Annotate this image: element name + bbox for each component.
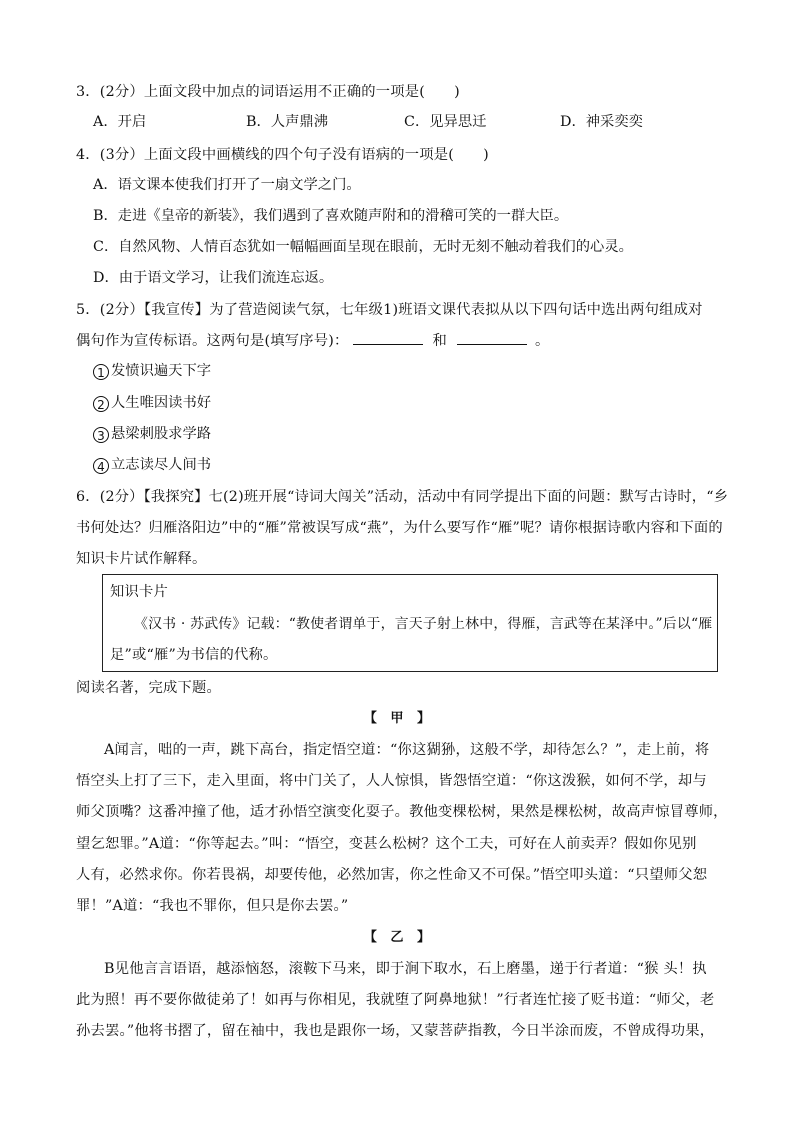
q5-item-4-text: 立志读尽人间书	[111, 457, 212, 473]
q4-stem: 4．(3分）上面文段中画横线的四个句子没有语病的一项是( )	[76, 147, 489, 163]
passage-jia-line: 望乞恕罪。”A道：“你等起去。”叫：“悟空，变甚么松树？这个工夫，可好在人前卖弄？假如你见别	[76, 836, 697, 852]
passage-jia-line: 人有，必然求你。你若畏祸，却要传他，必然加害，你之性命又不可保。”悟空叩头道：“只望师父恕	[76, 867, 708, 883]
q5-item-2-text: 人生唯因读书好	[111, 395, 212, 411]
circled-number-2: 2	[93, 396, 109, 412]
passage-yi-title: 【 乙 】	[363, 930, 431, 945]
q4-option-b[interactable]: B．走进《皇帝的新装》，我们遇到了喜欢随声附和的滑稽可笑的一群大臣。	[93, 208, 569, 224]
q5-item-3	[93, 424, 211, 444]
q3-option-b[interactable]: B．人声鼎沸	[246, 114, 328, 130]
passage-jia-line: A闻言，咄的一声，跳下高台，指定悟空道：“你这猢狲，这般不学，却待怎么？”，走上前，将	[104, 742, 710, 758]
passage-yi-line: 孙去罢。”他将书摺了，留在袖中，我也是跟你一场，又蒙菩萨指教，今日半涂而废，不曾成得功果，	[76, 1023, 715, 1039]
q5-item-4	[93, 455, 211, 475]
q3-stem: 3．(2分）上面文段中加点的词语运用不正确的一项是( )	[76, 84, 460, 100]
q5-item-3-text: 悬梁刺股求学路	[111, 426, 212, 442]
q5-end: 。	[535, 333, 550, 349]
passage-jia-line: 罪！”A道：“我也不罪你，但只是你去罢。”	[76, 898, 349, 914]
q6-stem-line3: 知识卡片试作解释。	[76, 551, 207, 567]
q6-stem-line1: 6．(2分）【我探究】七(2)班开展“诗词大闯关”活动，活动中有同学提出下面的问题：默写古诗时，“乡	[76, 489, 729, 505]
q3-option-c[interactable]: C．见异思迁	[404, 114, 487, 130]
q4-option-c[interactable]: C．自然风物、人情百态犹如一幅幅画面呈现在眼前，无时无刻不触动着我们的心灵。	[93, 239, 633, 255]
passage-jia-title: 【 甲 】	[363, 711, 431, 726]
passage-yi-line: 此为照！再不要你做徒弟了！如再与你相见，我就堕了阿鼻地狱！”行者连忙接了贬书道：“师父，老	[76, 992, 715, 1008]
q5-answer-blank-2[interactable]	[457, 330, 527, 345]
passage-jia-line: 师父顶嘴？这番冲撞了他，适才孙悟空演变化耍子。教他变棵松树，果然是棵松树，故高声惊冒尊师，	[76, 804, 728, 820]
knowledge-card-line1: 《汉书 · 苏武传》记载：“教使者谓单于，言天子射上林中，得雁，言武等在某泽中。”后以“雁	[134, 616, 713, 632]
q5-stem-text: 偶句作为宣传标语。这两句是(填写序号)：	[76, 333, 349, 349]
q3-option-a[interactable]: A．开启	[93, 114, 147, 130]
q6-stem-line2: 书何处达？归雁洛阳边”中的“雁”常被误写成“燕”，为什么要写作“雁”呢？请你根据诗歌内容和下面的	[76, 520, 723, 536]
circled-number-4: 4	[93, 458, 109, 474]
circled-number-3: 3	[93, 427, 109, 443]
q5-stem-line2	[76, 330, 550, 351]
passage-jia-line: 悟空头上打了三下，走入里面，将中门关了，人人惊惧，皆怨悟空道：“你这泼猴，如何不学，却与	[76, 773, 707, 789]
q5-item-1-text: 发愤识遍天下字	[111, 363, 212, 379]
q5-and: 和	[432, 333, 447, 349]
knowledge-card-line2: 足”或“雁”为书信的代称。	[110, 647, 278, 663]
q4-option-a[interactable]: A．语文课本使我们打开了一扇文学之门。	[93, 177, 361, 193]
q4-option-d[interactable]: D．由于语文学习，让我们流连忘返。	[93, 270, 334, 286]
q3-option-d[interactable]: D．神采奕奕	[560, 114, 643, 130]
reading-intro: 阅读名著，完成下题。	[76, 680, 221, 696]
q5-item-2	[93, 393, 211, 413]
circled-number-1: 1	[93, 364, 109, 380]
q5-answer-blank-1[interactable]	[353, 330, 423, 345]
passage-yi-line: B见他言言语语，越添恼怒，滚鞍下马来，即于涧下取水，石上磨墨，递于行者道：“猴 头！执	[104, 961, 707, 977]
q5-stem-line1: 5．(2分）【我宣传】为了营造阅读气氛，七年级1)班语文课代表拟从以下四句话中选出两句组成对	[76, 302, 703, 318]
knowledge-card-title: 知识卡片	[110, 584, 168, 600]
q5-item-1	[93, 361, 211, 381]
